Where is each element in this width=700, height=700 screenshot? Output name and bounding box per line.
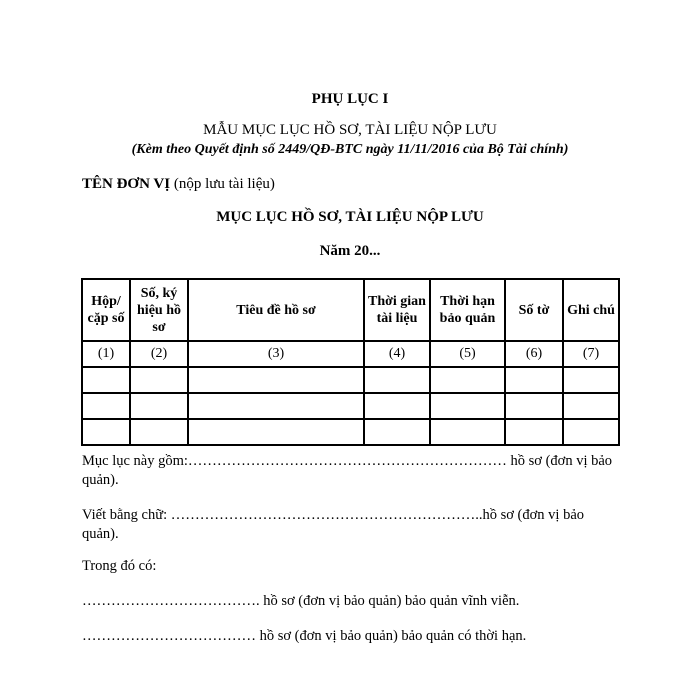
column-header-3 bbox=[188, 279, 364, 341]
table-cell[interactable] bbox=[82, 419, 130, 445]
unit-note: (nộp lưu tài liệu) bbox=[170, 176, 275, 192]
table-cell[interactable] bbox=[188, 367, 364, 393]
table-header-row bbox=[82, 279, 619, 341]
column-number-6: (6) bbox=[505, 341, 563, 367]
table-cell[interactable] bbox=[563, 393, 619, 419]
table-cell[interactable] bbox=[505, 419, 563, 445]
table-cell[interactable] bbox=[430, 367, 505, 393]
unit-label: TÊN ĐƠN VỊ bbox=[82, 176, 171, 192]
column-header-text: hiệu hồ bbox=[137, 302, 181, 318]
column-header-4 bbox=[364, 279, 430, 341]
column-header-2 bbox=[130, 279, 188, 341]
table-cell[interactable] bbox=[82, 367, 130, 393]
appendix-heading: PHỤ LỤC I bbox=[311, 91, 389, 107]
table-row bbox=[82, 419, 619, 445]
column-number-7: (7) bbox=[563, 341, 619, 367]
permanent-records-line: ………………………………. hồ sơ (đơn vị bảo quản) bảo quản vĩnh viễn. bbox=[82, 593, 520, 609]
column-header-text: bảo quản bbox=[439, 311, 496, 326]
column-header-5 bbox=[430, 279, 505, 341]
column-header-6 bbox=[505, 279, 563, 341]
column-header-text: Số, ký bbox=[140, 285, 178, 301]
column-number-row bbox=[82, 341, 619, 367]
column-header-1 bbox=[82, 279, 130, 341]
column-header-text: Thời gian bbox=[368, 294, 426, 309]
decision-reference: (Kèm theo Quyết định số 2449/QĐ-BTC ngày 11/11/2016 của Bộ Tài chính) bbox=[131, 142, 569, 157]
column-number-2: (2) bbox=[130, 341, 188, 367]
unit-line bbox=[82, 176, 275, 193]
total-count-line: Mục lục này gồm:………………………………………………………… hồ sơ (đơn vị bảo quản). bbox=[82, 453, 613, 488]
catalog-table bbox=[81, 278, 620, 446]
column-header-text: sơ bbox=[152, 319, 166, 335]
column-number-1: (1) bbox=[82, 341, 130, 367]
count-in-words-line: Viết bằng chữ: ………………………………………………………..hồ sơ (đơn vị bảo quản). bbox=[82, 507, 584, 542]
column-number-5: (5) bbox=[430, 341, 505, 367]
table-cell[interactable] bbox=[563, 367, 619, 393]
column-number-3: (3) bbox=[188, 341, 364, 367]
table-cell[interactable] bbox=[364, 419, 430, 445]
column-header-7 bbox=[563, 279, 619, 341]
table-cell[interactable] bbox=[430, 419, 505, 445]
form-title: MẪU MỤC LỤC HỒ SƠ, TÀI LIỆU NỘP LƯU bbox=[203, 122, 497, 138]
table-cell[interactable] bbox=[505, 367, 563, 393]
table-cell[interactable] bbox=[188, 419, 364, 445]
table-cell[interactable] bbox=[364, 367, 430, 393]
table-row bbox=[82, 393, 619, 419]
table-row bbox=[82, 367, 619, 393]
column-number-4: (4) bbox=[364, 341, 430, 367]
column-header-text: tài liệu bbox=[376, 311, 418, 326]
column-header-text: Thời hạn bbox=[440, 294, 495, 309]
table-cell[interactable] bbox=[505, 393, 563, 419]
table-cell[interactable] bbox=[82, 393, 130, 419]
column-header-text: Tiêu đề hồ sơ bbox=[236, 302, 316, 318]
catalog-year: Năm 20... bbox=[319, 243, 381, 259]
column-header-text: cặp số bbox=[87, 311, 125, 326]
column-header-text: Ghi chú bbox=[567, 302, 615, 318]
column-header-text: Số tờ bbox=[518, 302, 550, 318]
limited-records-line: ……………………………… hồ sơ (đơn vị bảo quản) bảo quản có thời hạn. bbox=[82, 628, 527, 644]
breakdown-label: Trong đó có: bbox=[82, 558, 157, 574]
table-cell[interactable] bbox=[563, 419, 619, 445]
table-cell[interactable] bbox=[130, 393, 188, 419]
table-cell[interactable] bbox=[430, 393, 505, 419]
table-cell[interactable] bbox=[130, 419, 188, 445]
table-cell[interactable] bbox=[188, 393, 364, 419]
catalog-title: MỤC LỤC HỒ SƠ, TÀI LIỆU NỘP LƯU bbox=[216, 209, 484, 225]
column-header-text: Hộp/ bbox=[91, 294, 121, 309]
table-cell[interactable] bbox=[364, 393, 430, 419]
table-cell[interactable] bbox=[130, 367, 188, 393]
